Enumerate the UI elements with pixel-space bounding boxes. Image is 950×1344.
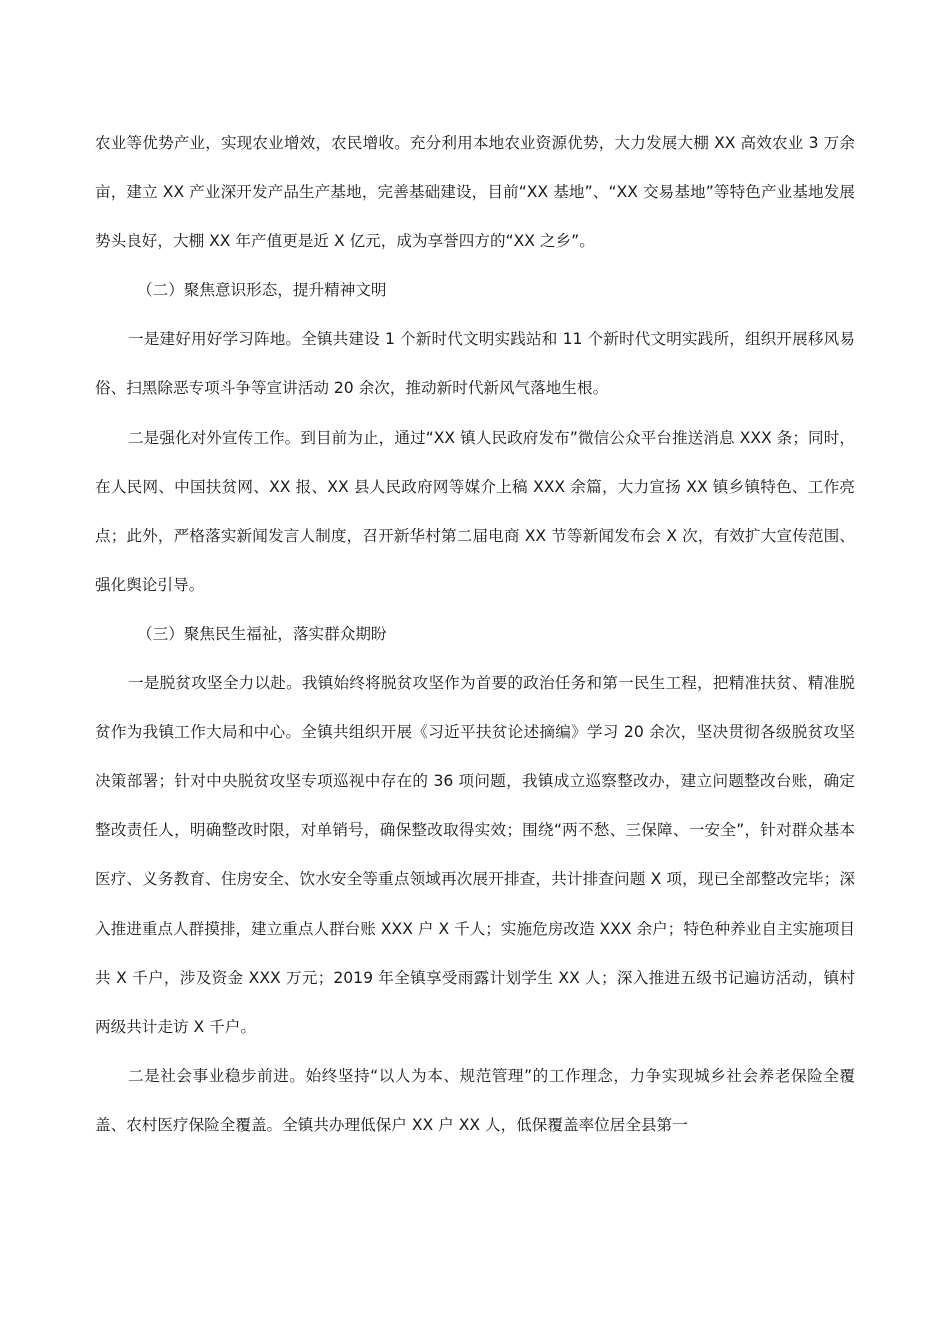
paragraph-social-undertakings: 二是社会事业稳步前进。始终坚持“以人为本、规范管理”的工作理念，力争实现城乡社会养老保险全覆盖、农村医疗保险全覆盖。全镇共办理低保户 XX 户 XX 人，低保覆盖率位居全县第一	[95, 1066, 855, 1134]
section-heading-ideology: （二）聚焦意识形态，提升精神文明	[137, 281, 387, 300]
paragraph-poverty-alleviation: 一是脱贫攻坚全力以赴。我镇始终将脱贫攻坚作为首要的政治任务和第一民生工程，把精准扶贫、精准脱贫作为我镇工作大局和中心。全镇共组织开展《习近平扶贫论述摘编》学习 20 余次，坚决贯彻各级脱贫攻坚决策部署；针对中央脱贫攻坚专项巡视中存在的 36 项问题，我镇成立巡察整改办，建立问题整改台账，确定整改责任人，明确整改时限，对单销号，确保整改取得实效；围绕“两不愁、三保障、一安全”，针对群众基本医疗、义务教育、住房安全、饮水安全等重点领域再次展开排查，共计排查问题 X 项，现已全部整改完毕；深入推进重点人群摸排，建立重点人群台账 XXX 户 X 千人；实施危房改造 XXX 余户；特色种养业自主实施项目共 X 千户，涉及资金 XXX 万元；2019 年全镇享受雨露计划学生 XX 人；深入推进五级书记遍访活动，镇村两级共计走访 X 千户。	[95, 674, 855, 1036]
paragraph-agriculture-continued: 农业等优势产业，实现农业增效，农民增收。充分利用本地农业资源优势，大力发展大棚 XX 高效农业 3 万余亩，建立 XX 产业深开发产品生产基地，完善基础建设，目前“XX 基地”、“XX 交易基地”等特色产业基地发展势头良好，大棚 XX 年产值更是近 X 亿元，成为享誉四方的“XX 之乡”。	[95, 134, 855, 251]
document-body	[95, 119, 855, 1150]
paragraph-study-positions: 一是建好用好学习阵地。全镇共建设 1 个新时代文明实践站和 11 个新时代文明实践所，组织开展移风易俗、扫黑除恶专项斗争等宣讲活动 20 余次，推动新时代新风气落地生根。	[95, 330, 855, 398]
paragraph-external-publicity: 二是强化对外宣传工作。到目前为止，通过“XX 镇人民政府发布”微信公众平台推送消息 XXX 条；同时，在人民网、中国扶贫网、XX 报、XX 县人民政府网等媒介上稿 XXX 余篇，大力宣扬 XX 镇乡镇特色、工作亮点；此外，严格落实新闻发言人制度，召开新华村第二届电商 XX 节等新闻发布会 X 次，有效扩大宣传范围、强化舆论引导。	[95, 428, 855, 594]
section-heading-livelihood: （三）聚焦民生福祉，落实群众期盼	[137, 624, 387, 643]
